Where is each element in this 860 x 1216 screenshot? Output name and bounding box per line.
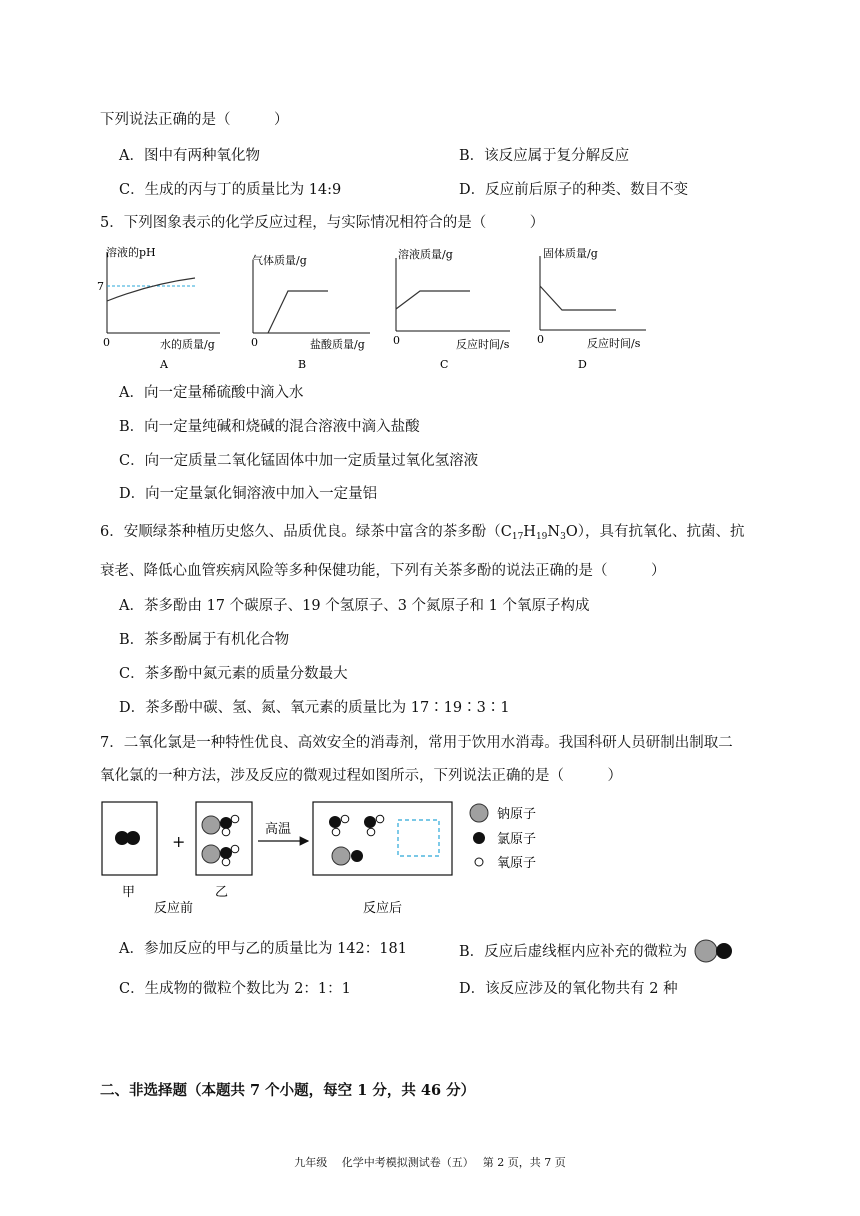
legend-cl-icon [473, 832, 485, 844]
plus-sign: + [172, 832, 186, 851]
graph-b-curve [268, 291, 328, 333]
label-jia: 甲 [122, 885, 136, 900]
yi-o-atom-1a [231, 815, 239, 823]
graph-d-curve [540, 286, 616, 310]
nacl-molecule-icon [692, 939, 736, 963]
q6-stem-line1 [100, 522, 744, 547]
yi-o-atom-2b [222, 858, 230, 866]
legend-cl-label: 氯原子 [497, 832, 537, 847]
legend-o-icon [475, 858, 483, 866]
q6-option-a: A．茶多酚由 17 个碳原子、19 个氢原子、3 个氮原子和 1 个氧原子构成 [119, 598, 590, 614]
graph-b-ylabel: 气体质量/g [252, 254, 307, 267]
graph-b-caption: B [298, 358, 307, 371]
graph-c-ylabel: 溶液质量/g [398, 248, 453, 261]
q5-option-c: C．向一定质量二氧化锰固体中加一定质量过氧化氢溶液 [119, 453, 479, 469]
q5-option-a: A．向一定量稀硫酸中滴入水 [119, 385, 304, 401]
box-after [313, 802, 452, 875]
after-clo2-2-o2 [367, 828, 375, 836]
q7-option-b [459, 939, 736, 963]
q4-option-b: B．该反应属于复分解反应 [459, 148, 630, 164]
q7-option-d: D．该反应涉及的氧化物共有 2 种 [459, 981, 678, 997]
q7-stem-line2: 氧化氯的一种方法，涉及反应的微观过程如图所示，下列说法正确的是（ ） [100, 768, 622, 784]
after-clo2-1-o1 [341, 815, 349, 823]
q7-option-a: A．参加反应的甲与乙的质量比为 142：181 [119, 941, 407, 957]
graph-d-ylabel: 固体质量/g [543, 247, 598, 260]
graph-a-origin: 0 [103, 336, 110, 349]
after-clo2-1-o2 [332, 828, 340, 836]
q4-option-d: D．反应前后原子的种类、数目不变 [459, 182, 689, 198]
yi-cl-atom-1 [220, 817, 232, 829]
graph-d-origin: 0 [537, 333, 544, 346]
graph-b [251, 253, 370, 351]
graph-c-curve [396, 291, 470, 309]
q7-option-b-text: B．反应后虚线框内应补充的微粒为 [459, 944, 688, 960]
graph-a-xlabel: 水的质量/g [160, 338, 215, 351]
label-after: 反应后 [363, 901, 403, 916]
legend-o-label: 氧原子 [497, 856, 537, 871]
graph-a-ylabel: 溶液的pH [106, 246, 156, 259]
after-nacl-na [332, 847, 350, 865]
yi-cl-atom-2 [220, 847, 232, 859]
q6-option-b: B．茶多酚属于有机化合物 [119, 632, 290, 648]
label-before: 反应前 [154, 901, 194, 916]
after-clo2-2-o1 [376, 815, 384, 823]
dashed-missing-box [398, 820, 439, 856]
graph-a-tick-7: 7 [97, 280, 104, 293]
q6-stem-post: ），具有抗氧化、抗菌、抗 [577, 524, 745, 540]
q6-option-d: D．茶多酚中碳、氢、氮、氧元素的质量比为 17∶19∶3∶1 [119, 700, 510, 716]
q7-option-c: C．生成物的微粒个数比为 2：1：1 [119, 981, 351, 997]
jia-cl-atom-2 [126, 831, 140, 845]
q6-stem-pre: 6．安顺绿茶种植历史悠久、品质优良。绿茶中富含的茶多酚（ [100, 524, 501, 540]
yi-o-atom-1b [222, 828, 230, 836]
label-yi: 乙 [215, 885, 229, 900]
section-2-heading: 二、非选择题（本题共 7 个小题，每空 1 分，共 46 分） [100, 1082, 476, 1099]
page-footer: 九年级 化学中考模拟测试卷（五） 第 2 页，共 7 页 [294, 1156, 566, 1169]
q6-option-c: C．茶多酚中氮元素的质量分数最大 [119, 666, 348, 682]
question-lead-line: 下列说法正确的是（ ） [100, 112, 289, 128]
q6-stem-line2: 衰老、降低心血管疾病风险等多种保健功能，下列有关茶多酚的说法正确的是（ ） [100, 563, 666, 579]
after-clo2-2-cl [364, 816, 376, 828]
yi-na-atom-2 [202, 845, 220, 863]
graph-c-origin: 0 [393, 334, 400, 347]
graph-d [537, 246, 646, 350]
after-clo2-1-cl [329, 816, 341, 828]
q4-option-a: A．图中有两种氧化物 [119, 148, 260, 164]
graph-c [393, 247, 510, 351]
graph-a-curve [107, 278, 195, 301]
graph-d-xlabel: 反应时间/s [587, 337, 641, 350]
legend-na-icon [470, 804, 488, 822]
yi-na-atom-1 [202, 816, 220, 834]
graph-a [97, 245, 220, 351]
graph-a-caption: A [160, 358, 168, 371]
q5-stem: 5．下列图象表示的化学反应过程，与实际情况相符合的是（ ） [100, 215, 545, 231]
q4-option-c: C．生成的丙与丁的质量比为 14:9 [119, 182, 342, 198]
after-nacl-cl [351, 850, 363, 862]
condition-high-temp: 高温 [265, 822, 292, 837]
yi-o-atom-2a [231, 845, 239, 853]
graph-c-xlabel: 反应时间/s [456, 338, 510, 351]
q7-reaction-diagram [95, 796, 565, 921]
legend-na-label: 钠原子 [497, 807, 537, 822]
graph-c-caption: C [440, 358, 449, 371]
q7-stem-line1: 7．二氧化氯是一种特性优良、高效安全的消毒剂，常用于饮用水消毒。我国科研人员研制出制取二 [100, 735, 733, 751]
q5-graphs [90, 244, 670, 374]
q6-formula: $C_{17}H_{19}N_3O$ [500, 524, 578, 542]
graph-b-origin: 0 [251, 336, 258, 349]
q5-option-b: B．向一定量纯碱和烧碱的混合溶液中滴入盐酸 [119, 419, 420, 435]
graph-b-xlabel: 盐酸质量/g [310, 338, 365, 351]
q5-option-d: D．向一定量氯化铜溶液中加入一定量铝 [119, 486, 378, 502]
graph-d-caption: D [578, 358, 587, 371]
